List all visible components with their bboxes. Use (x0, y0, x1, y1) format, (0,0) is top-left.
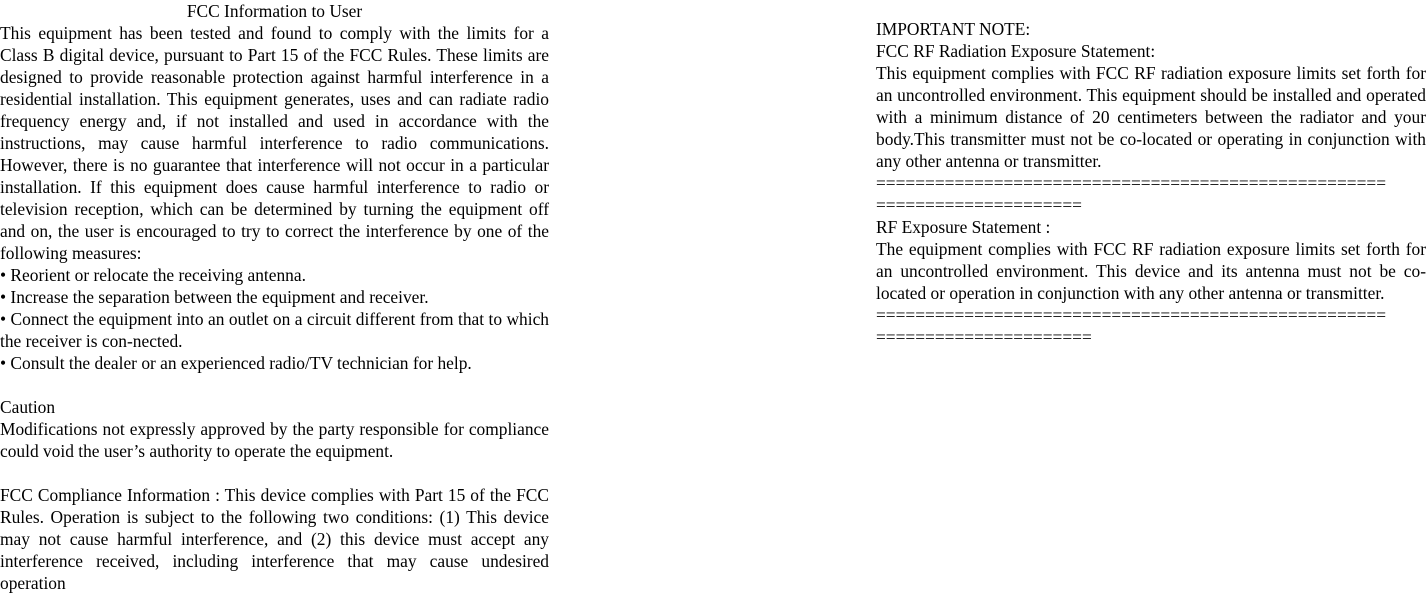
caution-heading: Caution (0, 397, 56, 417)
right-column (876, 18, 1426, 348)
rf-exposure-paragraph: The equipment complies with FCC RF radiation exposure limits set forth for an uncontrolled environment. This device and its antenna must not be co-located or operation in conjunction with any other antenna or transmitter. (876, 239, 1426, 303)
rf-radiation-heading: FCC RF Radiation Exposure Statement: (876, 41, 1156, 61)
separator-line: ==================================================== (876, 173, 1387, 193)
separator-line: ====================== (876, 327, 1092, 347)
left-column (0, 0, 549, 594)
separator-line: ==================================================== (876, 305, 1387, 325)
compliance-paragraph: FCC Compliance Information : This device complies with Part 15 of the FCC Rules. Operation is subject to the following two conditions: (1) This device may not cause harmful interference, and (2) this device must accept any interference received, including interference that may cause undesired operation (0, 485, 549, 593)
measure-item-2: • Increase the separation between the equipment and receiver. (0, 287, 429, 307)
measure-item-3: • Connect the equipment into an outlet on a circuit different from that to which the receiver is con-nected. (0, 309, 549, 351)
spacer (0, 374, 549, 396)
caution-paragraph: Modifications not expressly approved by the party responsible for compliance could void the user’s authority to operate the equipment. (0, 419, 549, 461)
fcc-info-title: FCC Information to User (186, 1, 363, 21)
measure-item-1: • Reorient or relocate the receiving antenna. (0, 265, 306, 285)
fcc-intro-paragraph: This equipment has been tested and found to comply with the limits for a Class B digital device, pursuant to Part 15 of the FCC Rules. These limits are designed to provide reasonable protection against harmful interference in a residential installation. This equipment generates, uses and can radiate radio frequency energy and, if not installed and used in accordance with the instructions, may cause harmful interference to radio communications. However, there is no guarantee that interference will not occur in a particular installation. If this equipment does cause harmful interference to radio or television reception, which can be determined by turning the equipment off and on, the user is encouraged to try to correct the interference by one of the following measures: (0, 23, 549, 263)
separator-line: ===================== (876, 195, 1082, 215)
measure-item-4: • Consult the dealer or an experienced radio/TV technician for help. (0, 353, 472, 373)
spacer (0, 462, 549, 484)
rf-radiation-paragraph: This equipment complies with FCC RF radiation exposure limits set forth for an uncontrolled environment. This equipment should be installed and operated with a minimum distance of 20 centimeters between the radiator and your body.This transmitter must not be co-located or operating in conjunction with any other antenna or transmitter. (876, 63, 1426, 171)
important-note-heading: IMPORTANT NOTE: (876, 19, 1031, 39)
rf-exposure-heading: RF Exposure Statement : (876, 217, 1051, 237)
